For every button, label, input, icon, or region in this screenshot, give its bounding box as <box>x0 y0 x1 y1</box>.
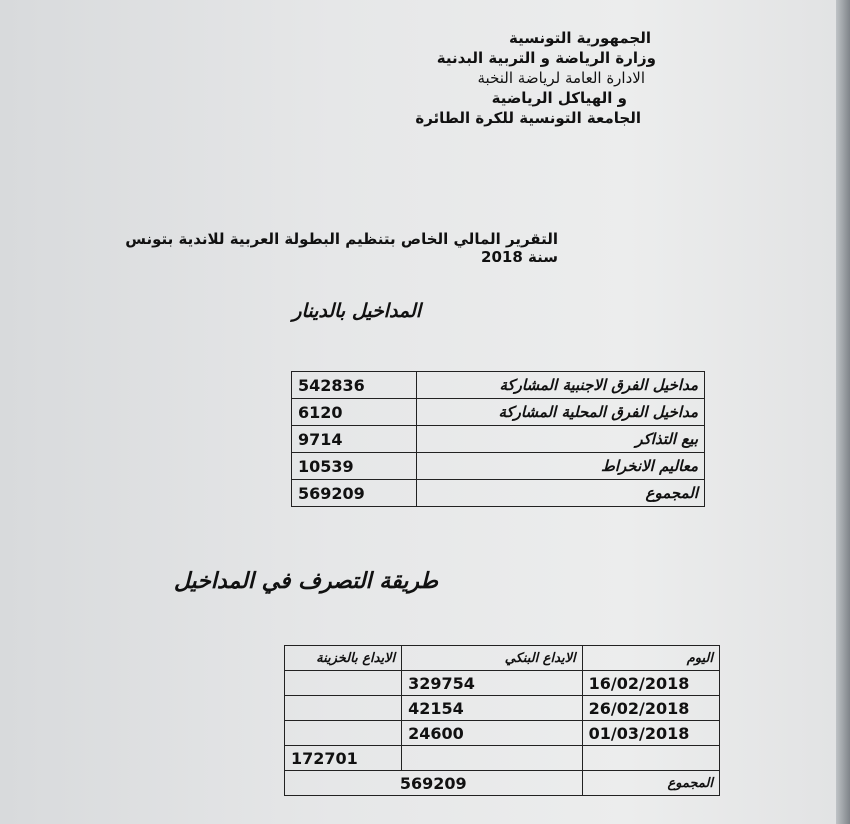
total-value: 569209 <box>285 771 583 796</box>
income-value: 9714 <box>292 426 417 453</box>
letterhead-line: وزارة الرياضة و التربية البدنية <box>436 49 656 67</box>
cell-bank: 329754 <box>402 671 583 696</box>
income-value: 10539 <box>292 453 417 480</box>
letterhead-line: و الهياكل الرياضية <box>491 89 627 107</box>
paper-stack-edge <box>836 0 850 824</box>
income-total-label: المجموع <box>417 480 705 507</box>
disposal-section-title: طريقة التصرف في المداخيل <box>173 568 438 594</box>
cell-bank: 42154 <box>402 696 583 721</box>
table-row <box>292 453 705 480</box>
cell-cash <box>285 671 402 696</box>
letterhead-line: الجمهورية التونسية <box>509 29 651 47</box>
cell-day <box>582 746 719 771</box>
income-value: 6120 <box>292 399 417 426</box>
table-row <box>285 721 720 746</box>
table-row <box>292 399 705 426</box>
table-row <box>292 426 705 453</box>
header-bank: الايداع البنكي <box>402 646 583 671</box>
table-row <box>285 671 720 696</box>
table-row <box>292 480 705 507</box>
income-value: 542836 <box>292 372 417 399</box>
cell-day: 26/02/2018 <box>582 696 719 721</box>
cell-cash: 172701 <box>285 746 402 771</box>
disposal-table <box>284 645 720 796</box>
letterhead-line: الادارة العامة لرياضة النخبة <box>477 69 645 87</box>
income-label: معاليم الانخراط <box>417 453 705 480</box>
report-title: التقرير المالي الخاص بتنظيم البطولة العربية للاندية بتونس سنة 2018 <box>125 230 558 266</box>
income-label: بيع التذاكر <box>417 426 705 453</box>
income-label: مداخيل الفرق المحلية المشاركة <box>417 399 705 426</box>
table-row <box>285 696 720 721</box>
header-day: اليوم <box>582 646 719 671</box>
table-row <box>292 372 705 399</box>
income-label: مداخيل الفرق الاجنبية المشاركة <box>417 372 705 399</box>
table-row <box>285 746 720 771</box>
table-total-row <box>285 771 720 796</box>
letterhead <box>415 28 656 128</box>
cell-cash <box>285 721 402 746</box>
total-label: المجموع <box>582 771 719 796</box>
header-cash: الايداع بالخزينة <box>285 646 402 671</box>
cell-cash <box>285 696 402 721</box>
income-total-value: 569209 <box>292 480 417 507</box>
income-table <box>291 371 705 507</box>
table-header-row <box>285 646 720 671</box>
cell-bank <box>402 746 583 771</box>
cell-day: 16/02/2018 <box>582 671 719 696</box>
cell-day: 01/03/2018 <box>582 721 719 746</box>
letterhead-line: الجامعة التونسية للكرة الطائرة <box>415 109 641 127</box>
cell-bank: 24600 <box>402 721 583 746</box>
income-section-title: المداخيل بالدينار <box>292 300 421 322</box>
